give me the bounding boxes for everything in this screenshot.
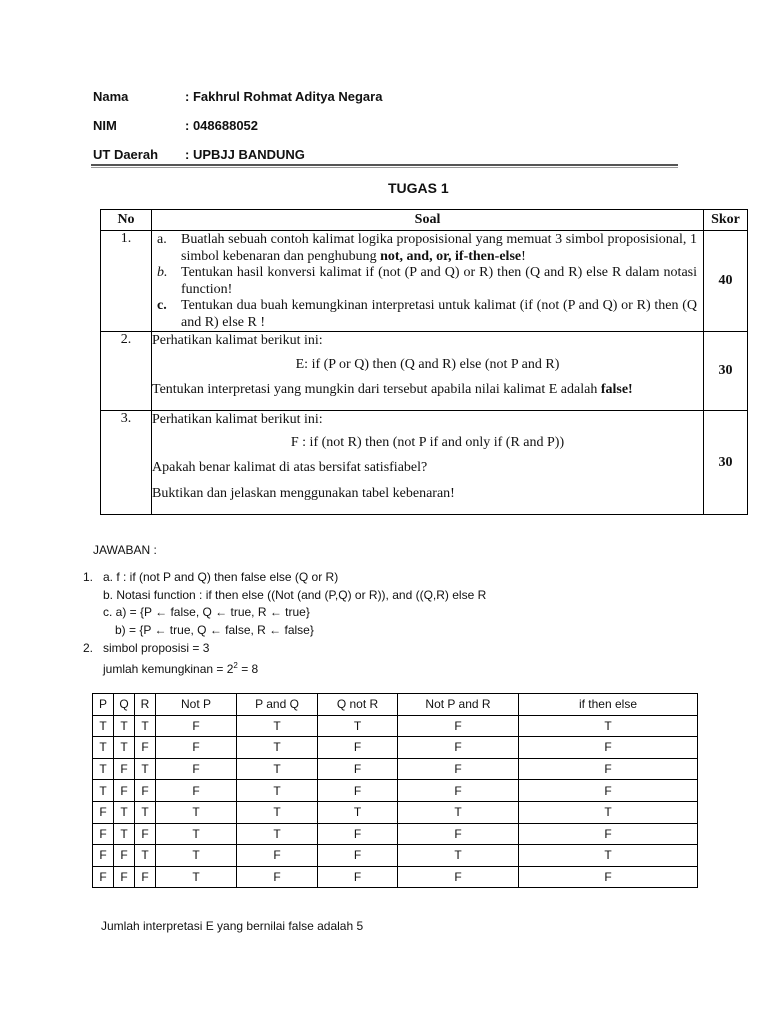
table-cell: T	[135, 801, 156, 823]
table-cell: T	[237, 715, 318, 737]
question-2-prompt: Tentukan interpretasi yang mungkin dari tersebut apabila nilai kalimat E adalah	[152, 382, 601, 397]
table-cell: T	[156, 801, 237, 823]
column-header: P and Q	[237, 694, 318, 716]
question-table-header	[101, 210, 748, 231]
table-cell: F	[135, 780, 156, 802]
skor-header: Skor	[704, 210, 748, 231]
question-table	[100, 209, 748, 515]
table-cell: F	[318, 758, 398, 780]
question-body	[152, 231, 704, 332]
table-cell: F	[519, 866, 698, 888]
table-cell: F	[114, 780, 135, 802]
table-cell: T	[93, 780, 114, 802]
table-cell: F	[93, 823, 114, 845]
column-header: Not P	[156, 694, 237, 716]
table-cell: F	[398, 780, 519, 802]
table-cell: F	[519, 758, 698, 780]
item-letter: a.	[157, 232, 167, 247]
item-letter: c.	[157, 298, 167, 313]
table-cell: F	[135, 866, 156, 888]
question-number: 1.	[101, 231, 152, 332]
table-cell: T	[93, 737, 114, 759]
column-header: Q	[114, 694, 135, 716]
answer-conclusion: Jumlah interpretasi E yang bernilai false adalah 5	[101, 919, 364, 933]
question-number: 2.	[101, 332, 152, 411]
question-number: 3.	[101, 411, 152, 515]
table-cell: F	[398, 758, 519, 780]
answer-2-possibilities	[103, 658, 258, 677]
column-header: Not P and R	[398, 694, 519, 716]
question-row-3	[101, 411, 748, 515]
item-letter: b.	[157, 265, 168, 280]
table-cell: T	[93, 758, 114, 780]
table-row	[93, 823, 698, 845]
table-cell: F	[93, 845, 114, 867]
answer-1a: a. f : if (not P and Q) then false else (Q or R)	[103, 570, 339, 584]
question-1a-bold: not, and, or, if-then-else	[380, 248, 522, 264]
exponent: 2	[233, 661, 238, 670]
question-2-formula: E: if (P or Q) then (Q and R) else (not P and R)	[295, 357, 560, 372]
table-cell: F	[114, 758, 135, 780]
page-title: TUGAS 1	[388, 180, 449, 196]
table-cell: F	[398, 866, 519, 888]
table-cell: T	[398, 845, 519, 867]
table-cell: T	[156, 866, 237, 888]
table-cell: F	[237, 845, 318, 867]
table-cell: F	[93, 801, 114, 823]
question-1a-end: !	[521, 248, 526, 264]
answer-1c-b: b) = {P ← true, Q ← false, R ← false}	[115, 623, 314, 637]
soal-header: Soal	[152, 210, 704, 231]
table-cell: T	[398, 801, 519, 823]
truth-table-body	[93, 715, 698, 888]
question-1c-text: Tentukan dua buah kemungkinan interpretasi untuk kalimat (if (not (P and Q) or R) then (Q and R) else R !	[181, 298, 697, 330]
answer-number: 2.	[83, 641, 94, 655]
table-cell: T	[156, 823, 237, 845]
table-cell: T	[114, 823, 135, 845]
header-divider	[91, 164, 678, 166]
table-cell: T	[519, 845, 698, 867]
table-cell: T	[519, 715, 698, 737]
table-row	[93, 801, 698, 823]
table-cell: F	[318, 737, 398, 759]
table-cell: F	[398, 737, 519, 759]
possibilities-text: jumlah kemungkinan = 2	[103, 662, 234, 676]
truth-table	[92, 693, 698, 888]
question-1a-text: Buatlah sebuah contoh kalimat logika proposisional yang memuat 3 simbol proposisional, 1 simbol kebenaran dan penghubung	[181, 232, 697, 264]
table-cell: T	[135, 715, 156, 737]
column-header: if then else	[519, 694, 698, 716]
table-row	[93, 715, 698, 737]
header-divider-thin	[91, 167, 678, 168]
question-3-line1: Apakah benar kalimat di atas bersifat satisfiabel?	[152, 460, 428, 475]
table-cell: F	[318, 823, 398, 845]
name-label: Nama	[93, 89, 129, 104]
answer-number: 1.	[83, 570, 94, 584]
column-header: R	[135, 694, 156, 716]
table-cell: T	[114, 715, 135, 737]
table-cell: T	[318, 801, 398, 823]
table-row	[93, 780, 698, 802]
table-row	[93, 866, 698, 888]
question-3-intro: Perhatikan kalimat berikut ini:	[152, 412, 323, 427]
table-cell: T	[237, 823, 318, 845]
table-cell: T	[156, 845, 237, 867]
column-header: P	[93, 694, 114, 716]
table-cell: F	[135, 823, 156, 845]
table-cell: T	[135, 845, 156, 867]
question-1a	[157, 232, 697, 265]
table-cell: F	[318, 845, 398, 867]
table-cell: T	[93, 715, 114, 737]
table-cell: T	[237, 737, 318, 759]
answer-2-symbols: simbol proposisi = 3	[103, 641, 210, 655]
table-cell: F	[156, 737, 237, 759]
question-1b-text: Tentukan hasil konversi kalimat if (not (P and Q) or R) then (Q and R) else R dalam notasi function!	[181, 265, 697, 297]
table-cell: F	[318, 780, 398, 802]
question-body	[152, 332, 704, 411]
table-cell: F	[398, 715, 519, 737]
table-cell: F	[519, 823, 698, 845]
column-header: Q not R	[318, 694, 398, 716]
score-value: 40	[704, 231, 748, 332]
question-row-1	[101, 231, 748, 332]
table-cell: F	[135, 737, 156, 759]
nim-value: : 048688052	[185, 118, 259, 133]
table-row	[93, 845, 698, 867]
nim-label: NIM	[93, 118, 117, 133]
table-cell: F	[114, 866, 135, 888]
question-1b	[157, 265, 697, 298]
table-cell: F	[237, 866, 318, 888]
question-2-intro: Perhatikan kalimat berikut ini:	[152, 333, 323, 348]
table-cell: F	[318, 866, 398, 888]
table-cell: T	[519, 801, 698, 823]
answers-heading: JAWABAN :	[93, 543, 157, 557]
table-cell: F	[156, 758, 237, 780]
possibilities-result: = 8	[237, 662, 259, 676]
table-cell: F	[114, 845, 135, 867]
table-cell: T	[135, 758, 156, 780]
question-3-line2: Buktikan dan jelaskan menggunakan tabel kebenaran!	[152, 486, 455, 501]
question-row-2	[101, 332, 748, 411]
table-cell: F	[519, 737, 698, 759]
ut-daerah-value: : UPBJJ BANDUNG	[185, 147, 305, 162]
answer-1c-a: c. a) = {P ← false, Q ← true, R ← true}	[103, 605, 310, 619]
table-row	[93, 758, 698, 780]
table-cell: F	[93, 866, 114, 888]
score-value: 30	[704, 332, 748, 411]
question-2-text	[152, 381, 703, 399]
ut-daerah-label: UT Daerah	[93, 147, 159, 162]
question-2-bold: false!	[600, 382, 633, 397]
table-row	[93, 737, 698, 759]
question-3-formula: F : if (not R) then (not P if and only if (R and P))	[290, 435, 565, 450]
score-value: 30	[704, 411, 748, 515]
answer-1b: b. Notasi function : if then else ((Not (and (P,Q) or R)), and ((Q,R) else R	[103, 588, 487, 602]
table-cell: F	[519, 780, 698, 802]
table-cell: T	[318, 715, 398, 737]
question-body	[152, 411, 704, 515]
question-1c	[157, 298, 697, 331]
no-header: No	[101, 210, 152, 231]
table-cell: T	[237, 758, 318, 780]
table-cell: F	[156, 715, 237, 737]
table-cell: T	[237, 801, 318, 823]
table-cell: T	[237, 780, 318, 802]
table-cell: T	[114, 737, 135, 759]
table-cell: T	[114, 801, 135, 823]
name-value: : Fakhrul Rohmat Aditya Negara	[185, 89, 383, 104]
table-cell: F	[398, 823, 519, 845]
table-cell: F	[156, 780, 237, 802]
truth-table-header	[93, 694, 698, 716]
